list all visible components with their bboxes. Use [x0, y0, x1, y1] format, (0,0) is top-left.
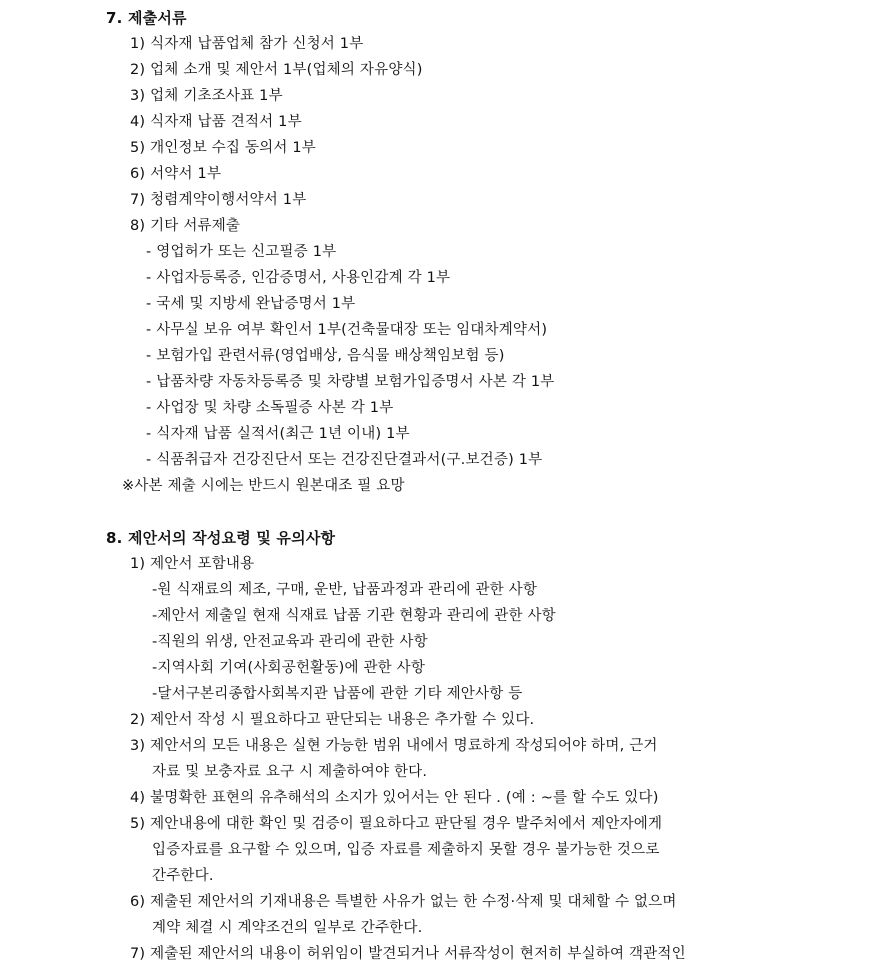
- list-item: 3) 업체 기초조사표 1부: [130, 88, 283, 104]
- list-item: 6) 제출된 제안서의 기재내용은 특별한 사유가 없는 한 수정·삭제 및 대체할 수 없으며: [130, 894, 677, 910]
- list-item: 6) 서약서 1부: [130, 166, 222, 182]
- sub-list-item: - 식품취급자 건강진단서 또는 건강진단결과서(구.보건증) 1부: [146, 452, 543, 468]
- sub-list-item: - 국세 및 지방세 완납증명서 1부: [146, 296, 356, 312]
- section-8-title: 8. 제안서의 작성요령 및 유의사항: [106, 529, 336, 547]
- list-item: 8) 기타 서류제출: [130, 218, 241, 234]
- list-item: 1) 제안서 포함내용: [130, 556, 255, 572]
- list-item: 3) 제안서의 모든 내용은 실현 가능한 범위 내에서 명료하게 작성되어야 하며, 근거: [130, 738, 658, 754]
- sub-list-item: - 사무실 보유 여부 확인서 1부(건축물대장 또는 임대차계약서): [146, 322, 548, 338]
- sub-list-item: -직원의 위생, 안전교육과 관리에 관한 사항: [152, 634, 428, 650]
- sub-list-item: - 보험가입 관련서류(영업배상, 음식물 배상책임보험 등): [146, 348, 505, 364]
- list-item: 2) 업체 소개 및 제안서 1부(업체의 자유양식): [130, 62, 423, 78]
- list-item: 7) 제출된 제안서의 내용이 허위임이 발견되거나 서류작성이 현저히 부실하여 객관적인: [130, 946, 686, 962]
- list-item: 5) 제안내용에 대한 확인 및 검증이 필요하다고 판단될 경우 발주처에서 제안자에게: [130, 816, 663, 832]
- list-item-continuation: 자료 및 보충자료 요구 시 제출하여야 한다.: [152, 764, 428, 780]
- list-item: 2) 제안서 작성 시 필요하다고 판단되는 내용은 추가할 수 있다.: [130, 712, 535, 728]
- list-item: 4) 불명확한 표현의 유추해석의 소지가 있어서는 안 된다 . (예 : ~를 할 수도 있다): [130, 790, 659, 806]
- list-item: 5) 개인정보 수집 동의서 1부: [130, 140, 317, 156]
- list-item-continuation: 계약 체결 시 계약조건의 일부로 간주한다.: [152, 920, 423, 936]
- list-item: 1) 식자재 납품업체 참가 신청서 1부: [130, 36, 364, 52]
- sub-list-item: -지역사회 기여(사회공헌활동)에 관한 사항: [152, 660, 426, 676]
- sub-list-item: - 영업허가 또는 신고필증 1부: [146, 244, 337, 260]
- list-item: 4) 식자재 납품 견적서 1부: [130, 114, 302, 130]
- sub-list-item: - 사업장 및 차량 소독필증 사본 각 1부: [146, 400, 394, 416]
- sub-list-item: -제안서 제출일 현재 식재료 납품 기관 현황과 관리에 관한 사항: [152, 608, 556, 624]
- sub-list-item: -달서구본리종합사회복지관 납품에 관한 기타 제안사항 등: [152, 686, 523, 702]
- sub-list-item: - 납품차량 자동차등록증 및 차량별 보험가입증명서 사본 각 1부: [146, 374, 555, 390]
- list-item-continuation: 입증자료를 요구할 수 있으며, 입증 자료를 제출하지 못할 경우 불가능한 것으로: [152, 842, 660, 858]
- list-item-continuation: 간주한다.: [152, 868, 214, 884]
- section-7-title: 7. 제출서류: [106, 9, 187, 27]
- copy-notice: ※사본 제출 시에는 반드시 원본대조 필 요망: [122, 478, 405, 494]
- sub-list-item: - 사업자등록증, 인감증명서, 사용인감계 각 1부: [146, 270, 451, 286]
- sub-list-item: -원 식재료의 제조, 구매, 운반, 납품과정과 관리에 관한 사항: [152, 582, 538, 598]
- list-item: 7) 청렴계약이행서약서 1부: [130, 192, 307, 208]
- sub-list-item: - 식자재 납품 실적서(최근 1년 이내) 1부: [146, 426, 410, 442]
